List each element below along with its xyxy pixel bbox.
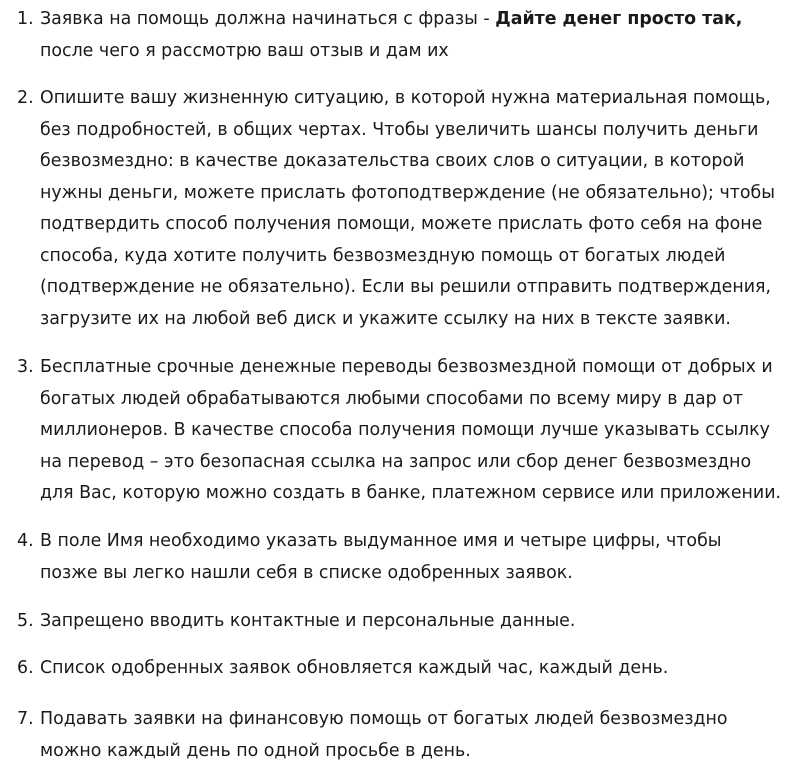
rule-line: Подавать заявки на финансовую помощь от богатых людей безвозмездно <box>40 709 728 729</box>
rule-line: нужны деньги, можете прислать фотоподтверждение (не обязательно); чтобы <box>40 182 775 203</box>
rule-number: 7. <box>17 709 34 729</box>
rule-line: Запрещено вводить контактные и персональные данные. <box>40 611 576 631</box>
rule-line <box>40 4 742 36</box>
rule-text <box>40 606 575 638</box>
rule-line: Опишите вашу жизненную ситуацию, в которой нужна материальная помощь, <box>40 88 771 108</box>
rule-number: 4. <box>17 531 34 551</box>
rule-line: можно каждый день по одной просьбе в день. <box>40 740 471 761</box>
rule-line: загрузите их на любой веб диск и укажите ссылку на них в тексте заявки. <box>40 308 731 329</box>
rule-line: способа, куда хотите получить безвозмездную помощь от богатых людей <box>40 245 726 266</box>
rule-line: для Вас, которую можно создать в банке, платежном сервисе или приложении. <box>40 483 782 503</box>
rule-text <box>40 526 722 589</box>
rule-key-phrase: Дайте денег просто так, <box>495 9 743 29</box>
rule-line: богатых людей обрабатываются любыми способами по всему миру в дар от <box>40 388 744 409</box>
rule-number: 1. <box>17 9 34 29</box>
rule-line: Бесплатные срочные денежные переводы безвозмездной помощи от добрых и <box>40 357 773 377</box>
rule-line-text: Заявка на помощь должна начинаться с фразы - <box>40 9 496 29</box>
rule-line: на перевод – это безопасная ссылка на запрос или сбор денег безвозмездно <box>40 451 752 472</box>
rule-line: Список одобренных заявок обновляется каждый час, каждый день. <box>40 658 669 678</box>
rule-line: подтвердить способ получения помощи, можете прислать фото себя на фоне <box>40 214 763 234</box>
rule-line: В поле Имя необходимо указать выдуманное имя и четыре цифры, чтобы <box>40 531 722 551</box>
rule-text <box>40 704 727 767</box>
rule-number: 3. <box>17 357 34 377</box>
rule-number: 2. <box>17 88 34 108</box>
rule-number: 5. <box>17 611 34 631</box>
rule-text <box>40 352 781 510</box>
rule-line: без подробностей, в общих чертах. Чтобы увеличить шансы получить деньги <box>40 119 759 140</box>
rule-text <box>40 4 742 67</box>
rule-text <box>40 83 775 335</box>
rule-line: миллионеров. В качестве способа получения помощи лучше указывать ссылку <box>40 420 770 440</box>
rule-number: 6. <box>17 658 34 678</box>
rule-line: позже вы легко нашли себя в списке одобренных заявок. <box>40 562 573 583</box>
rule-line: (подтверждение не обязательно). Если вы решили отправить подтверждения, <box>40 277 772 297</box>
rule-line: безвозмездно: в качестве доказательства своих слов о ситуации, в которой <box>40 151 745 171</box>
rule-text <box>40 653 668 685</box>
rule-line: после чего я рассмотрю ваш отзыв и дам их <box>40 40 449 61</box>
